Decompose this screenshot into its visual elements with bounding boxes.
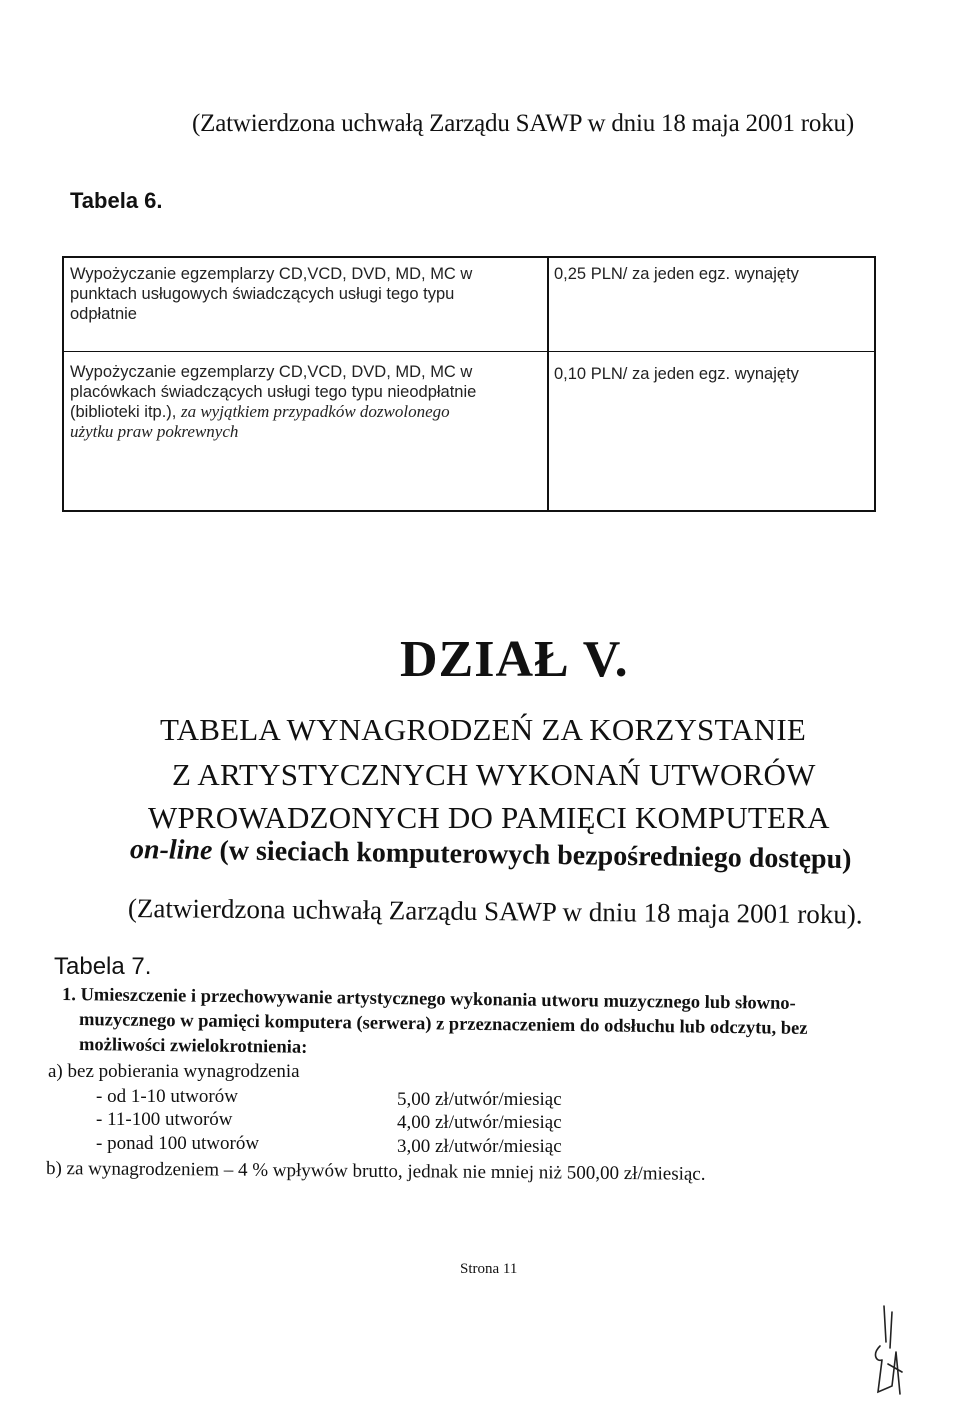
description-prefix: (biblioteki itp.), [70,403,181,421]
rate-amount: 5,00 zł/utwór/miesiąc [397,1089,562,1110]
rate-range: - 11-100 utworów [96,1109,233,1130]
rate-range: - ponad 100 utworów [96,1133,260,1154]
option-b: b) za wynagrodzeniem – 4 % wpływów brutto, jednak nie mniej niż 500,00 zł/miesiąc. [45,1158,706,1185]
description-line: użytku praw pokrewnych [70,422,239,441]
section-heading-line [130,834,852,876]
table-row-2-rate: 0,10 PLN/ za jeden egz. wynajęty [554,365,799,383]
description-line: Wypożyczanie egzemplarzy CD,VCD, DVD, MD, MC w [70,265,473,283]
table-row-2-description [70,362,476,442]
heading-italic: on-line [129,834,213,867]
option-a: a) bez pobierania wynagrodzenia [48,1061,300,1082]
table-7-label: Tabela 7. [54,953,152,980]
rate-amount: 3,00 zł/utwór/miesiąc [397,1136,562,1157]
table-row-1-rate: 0,25 PLN/ za jeden egz. wynajęty [554,265,799,283]
table-6-label: Tabela 6. [70,188,163,213]
table-column-divider [547,258,549,510]
approval-note-top: (Zatwierdzona uchwałą Zarządu SAWP w dniu 18 maja 2001 roku) [192,110,854,137]
description-italic: za wyjątkiem przypadków dozwolonego [180,402,450,421]
description-line: odpłatnie [70,305,137,323]
section-heading-line: WPROWADZONYCH DO PAMIĘCI KOMPUTERA [148,800,830,835]
signature-icon [862,1302,912,1398]
table-row-divider [64,351,874,352]
description-line [70,402,476,422]
description-line: Wypożyczanie egzemplarzy CD,VCD, DVD, MD, MC w [70,363,473,381]
table-6 [62,256,876,512]
item-1-line: możliwości zwielokrotnienia: [78,1035,308,1058]
description-line: placówkach świadczących usługi tego typu nieodpłatnie [70,383,477,401]
section-title: DZIAŁ V. [400,631,629,688]
item-1-line: 1. Umieszczenie i przechowywanie artystycznego wykonania utworu muzycznego lub słowno- [61,985,796,1014]
table-row-1-description [70,264,472,324]
page-number: Strona 11 [460,1261,518,1277]
section-heading-line: Z ARTYSTYCZNYCH WYKONAŃ UTWORÓW [172,757,816,792]
description-line: punktach usługowych świadczących usługi tego typu [70,285,455,303]
rate-range: - od 1-10 utworów [96,1086,238,1107]
rate-amount: 4,00 zł/utwór/miesiąc [397,1112,562,1133]
approval-note-mid: (Zatwierdzona uchwałą Zarządu SAWP w dniu 18 maja 2001 roku). [127,893,863,930]
section-heading-line: TABELA WYNAGRODZEŃ ZA KORZYSTANIE [160,712,806,747]
heading-rest: (w sieciach komputerowych bezpośredniego dostępu) [212,835,852,876]
item-1-line: muzycznego w pamięci komputera (serwera) z przeznaczeniem do odsłuchu lub odczytu, bez [78,1010,808,1039]
